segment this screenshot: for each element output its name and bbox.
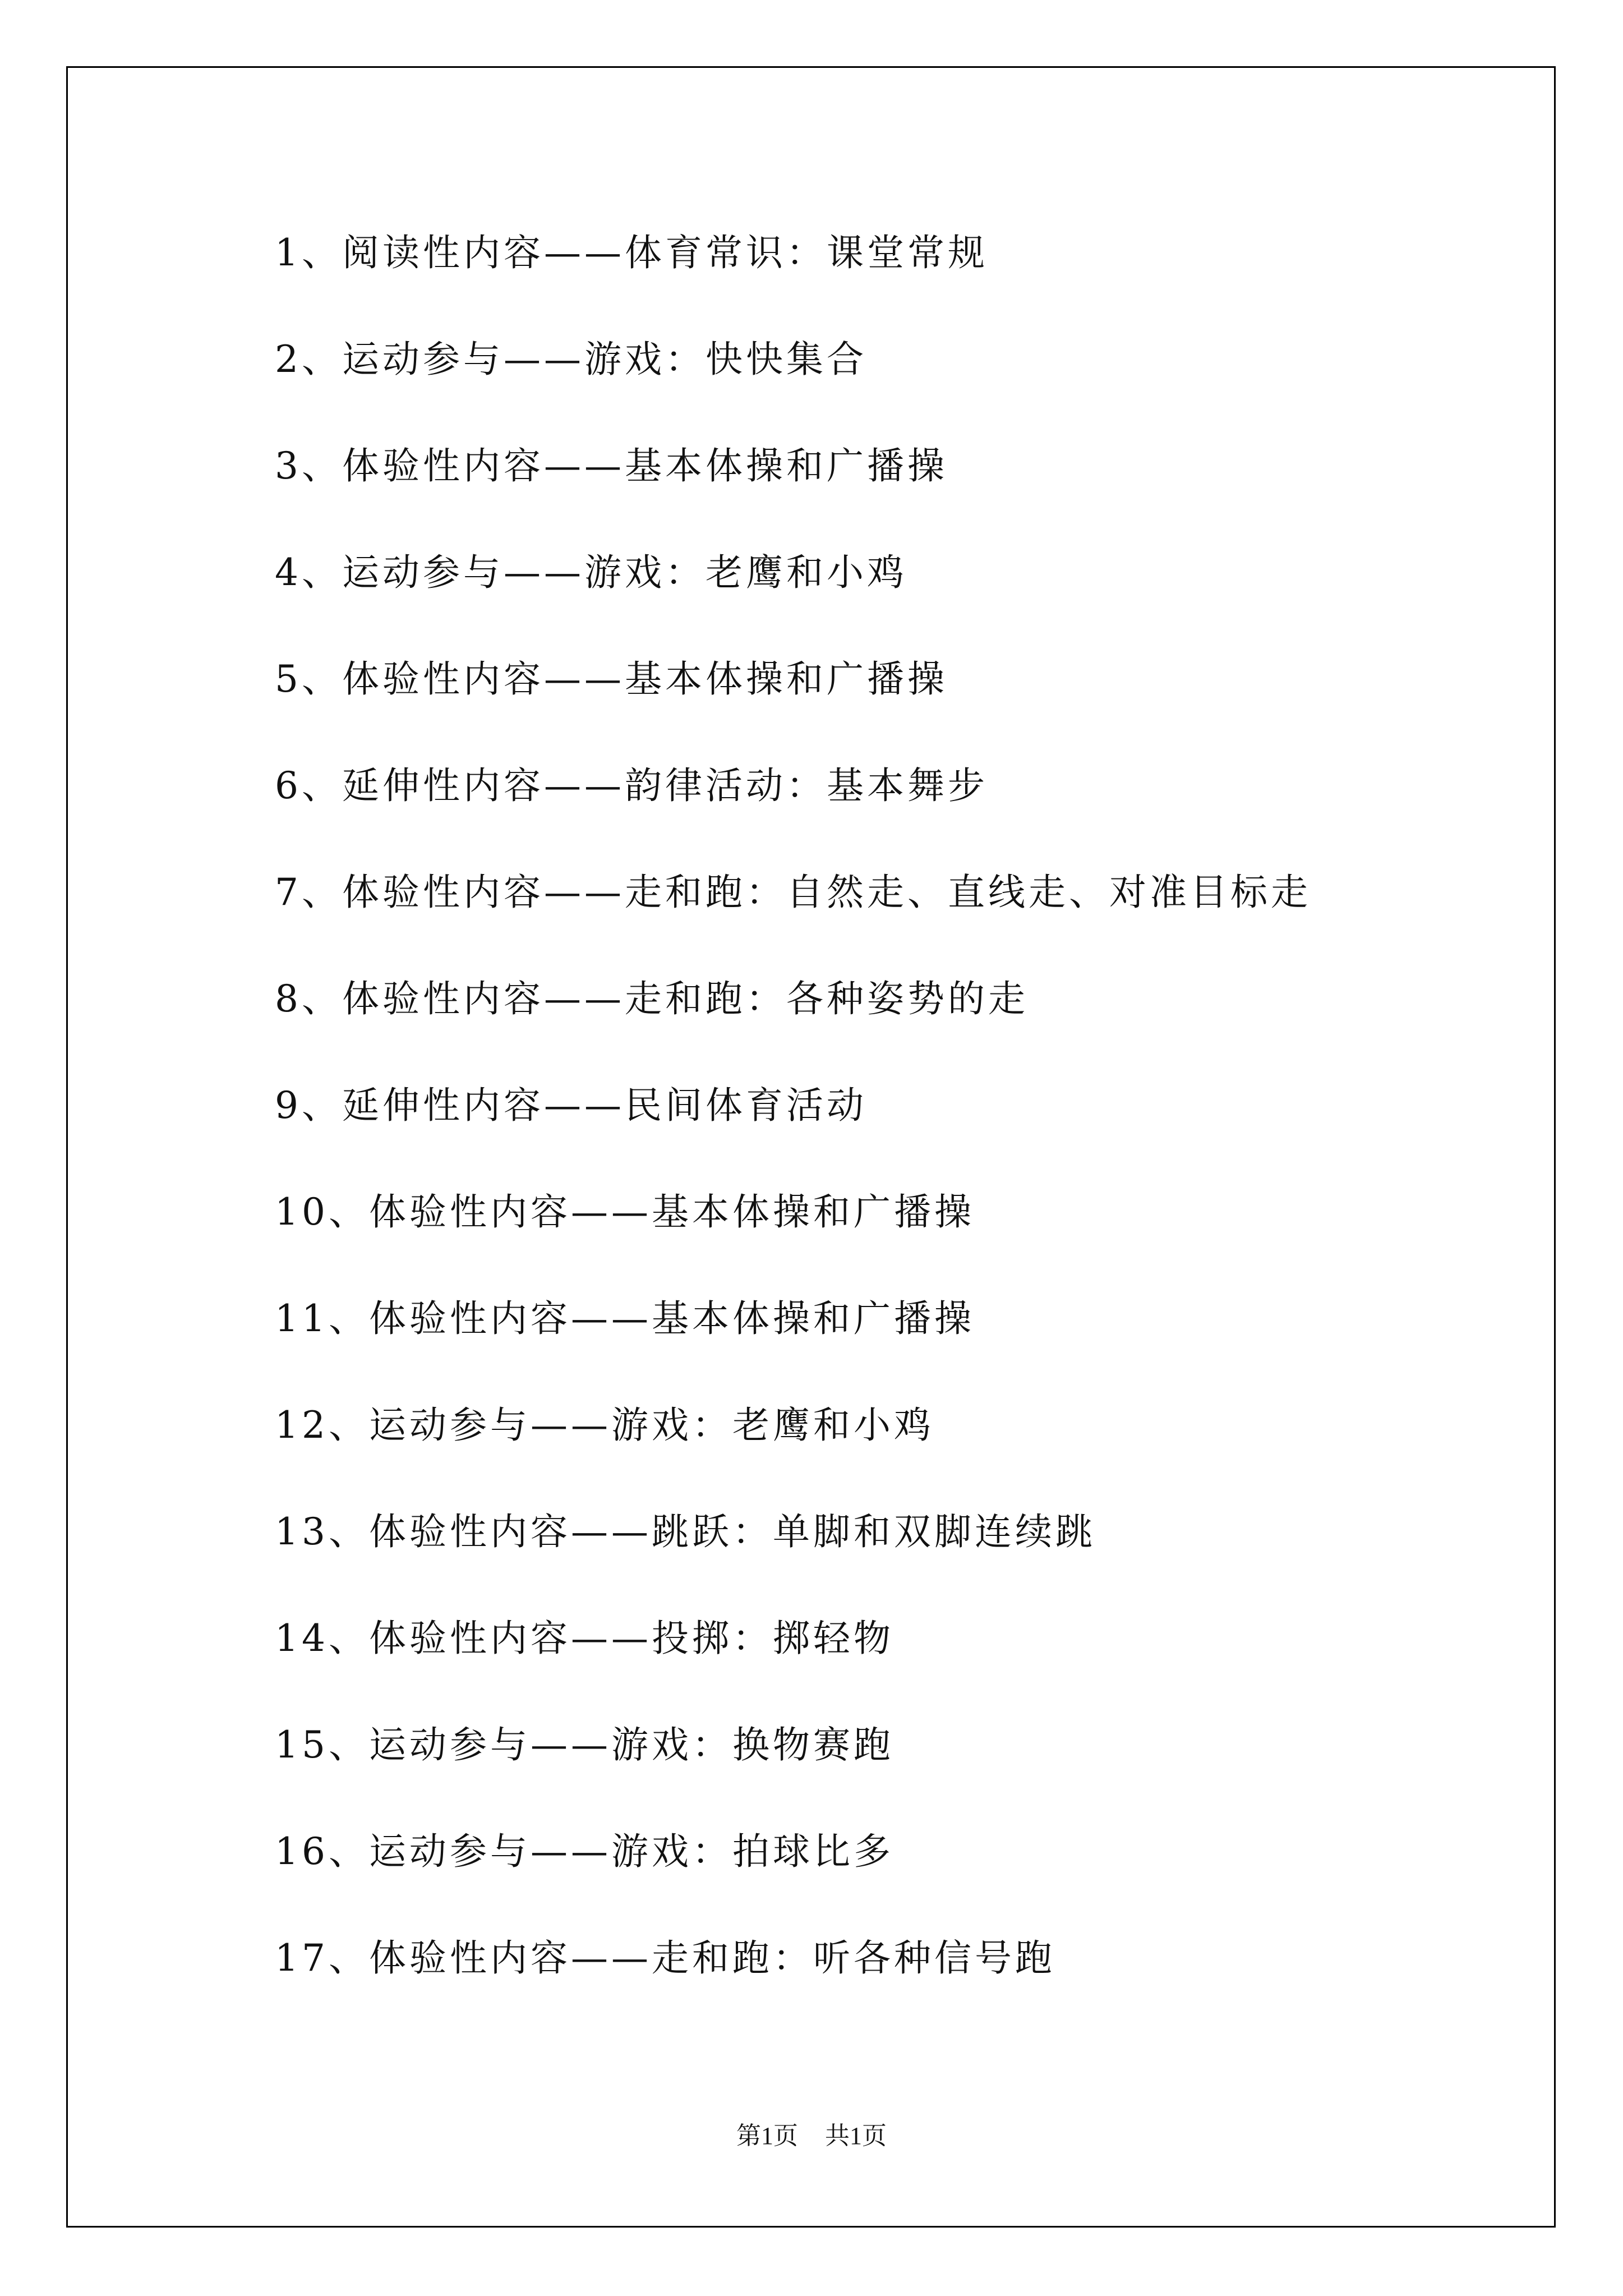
list-item: 2、运动参与——游戏：快快集合 [275, 338, 867, 381]
list-item: 3、体验性内容——基本体操和广播操 [275, 444, 948, 487]
page-footer [0, 2119, 1623, 2153]
list-item: 12、运动参与——游戏：老鹰和小鸡 [275, 1404, 934, 1447]
list-item: 5、体验性内容——基本体操和广播操 [275, 657, 948, 701]
list-item: 17、体验性内容——走和跑：听各种信号跑 [275, 1936, 1055, 1980]
list-item: 16、运动参与——游戏：拍球比多 [275, 1830, 894, 1873]
list-item: 14、体验性内容——投掷：掷轻物 [275, 1617, 894, 1660]
list-item: 8、体验性内容——走和跑：各种姿势的走 [275, 977, 1029, 1020]
page-number: 第1页 [736, 2122, 798, 2150]
list-item: 11、体验性内容——基本体操和广播操 [275, 1297, 975, 1340]
list-item: 1、阅读性内容——体育常识：课堂常规 [275, 231, 988, 274]
page-total: 共1页 [825, 2122, 887, 2150]
list-item: 4、运动参与——游戏：老鹰和小鸡 [275, 551, 907, 594]
list-item: 7、体验性内容——走和跑：自然走、直线走、对准目标走 [275, 871, 1311, 914]
list-item: 15、运动参与——游戏：换物赛跑 [275, 1723, 894, 1766]
list-item: 13、体验性内容——跳跃：单脚和双脚连续跳 [275, 1510, 1096, 1553]
list-item: 9、延伸性内容——民间体育活动 [275, 1084, 867, 1127]
list-item: 6、延伸性内容——韵律活动：基本舞步 [275, 764, 988, 807]
content-list [275, 222, 1311, 2034]
list-item: 10、体验性内容——基本体操和广播操 [275, 1190, 975, 1234]
